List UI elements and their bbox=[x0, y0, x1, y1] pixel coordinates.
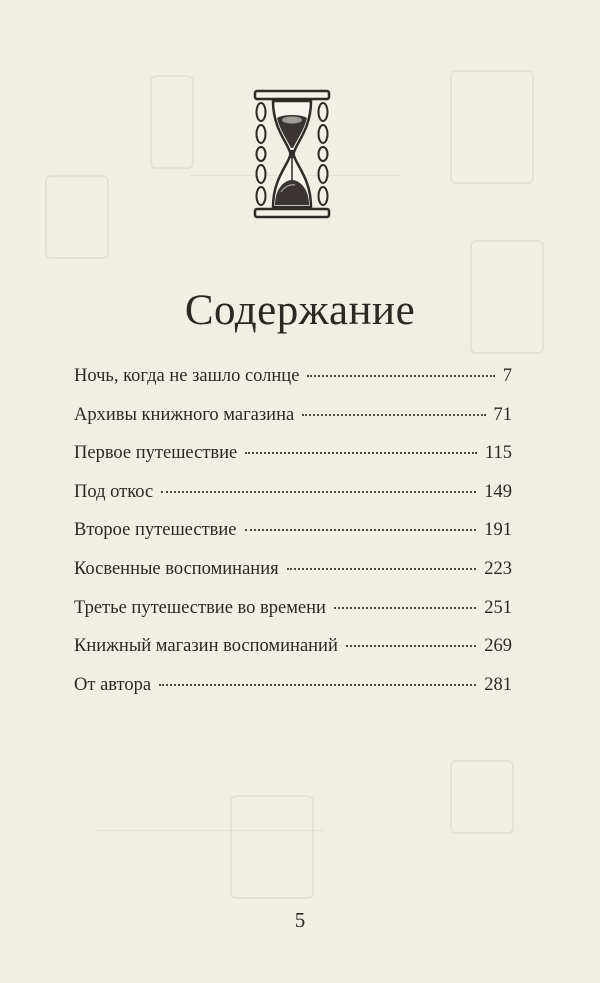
toc-entry-title: Косвенные воспоминания bbox=[74, 558, 279, 579]
page-title: Содержание bbox=[184, 287, 416, 334]
background-ghost-text bbox=[95, 830, 325, 881]
toc-leader-dots bbox=[161, 491, 476, 493]
table-of-contents bbox=[74, 366, 512, 713]
toc-entry[interactable] bbox=[74, 636, 512, 675]
page-number: 5 bbox=[294, 908, 306, 932]
background-ghost-frame bbox=[45, 175, 109, 259]
toc-entry-page: 223 bbox=[484, 558, 512, 579]
background-ghost-frame bbox=[450, 760, 514, 834]
toc-entry-page: 71 bbox=[493, 404, 512, 425]
toc-entry-title: Второе путешествие bbox=[74, 520, 237, 541]
toc-entry-title: Третье путешествие во времени bbox=[74, 597, 326, 618]
toc-entry-page: 281 bbox=[484, 674, 512, 695]
toc-entry-page: 251 bbox=[484, 597, 512, 618]
toc-entry-title: Архивы книжного магазина bbox=[74, 404, 295, 425]
toc-entry[interactable] bbox=[74, 482, 512, 521]
toc-entry-title: Под откос bbox=[74, 481, 154, 502]
toc-entry[interactable] bbox=[74, 443, 512, 482]
toc-entry-page: 191 bbox=[484, 520, 512, 541]
toc-leader-dots bbox=[245, 529, 477, 531]
hourglass-icon bbox=[247, 88, 337, 220]
background-ghost-frame bbox=[150, 75, 194, 169]
toc-leader-dots bbox=[245, 452, 477, 454]
toc-leader-dots bbox=[287, 568, 477, 570]
toc-entry-title: Книжный магазин воспоминаний bbox=[74, 636, 338, 657]
toc-entry[interactable] bbox=[74, 366, 512, 405]
toc-leader-dots bbox=[159, 684, 476, 686]
toc-leader-dots bbox=[346, 645, 476, 647]
toc-entry-page: 115 bbox=[484, 443, 512, 464]
background-ghost-frame bbox=[450, 70, 534, 184]
toc-entry[interactable] bbox=[74, 559, 512, 598]
toc-entry-page: 269 bbox=[484, 636, 512, 657]
toc-entry[interactable] bbox=[74, 598, 512, 637]
toc-entry-page: 7 bbox=[502, 366, 512, 386]
toc-entry[interactable] bbox=[74, 405, 512, 444]
toc-entry-title: От автора bbox=[74, 674, 152, 695]
toc-leader-dots bbox=[334, 607, 476, 609]
toc-leader-dots bbox=[307, 375, 494, 377]
toc-entry-title: Ночь, когда не зашло солнце bbox=[74, 366, 300, 386]
toc-entry-page: 149 bbox=[484, 481, 512, 502]
toc-entry[interactable] bbox=[74, 520, 512, 559]
toc-entry[interactable] bbox=[74, 675, 512, 714]
toc-leader-dots bbox=[302, 414, 485, 416]
toc-entry-title: Первое путешествие bbox=[74, 443, 238, 464]
